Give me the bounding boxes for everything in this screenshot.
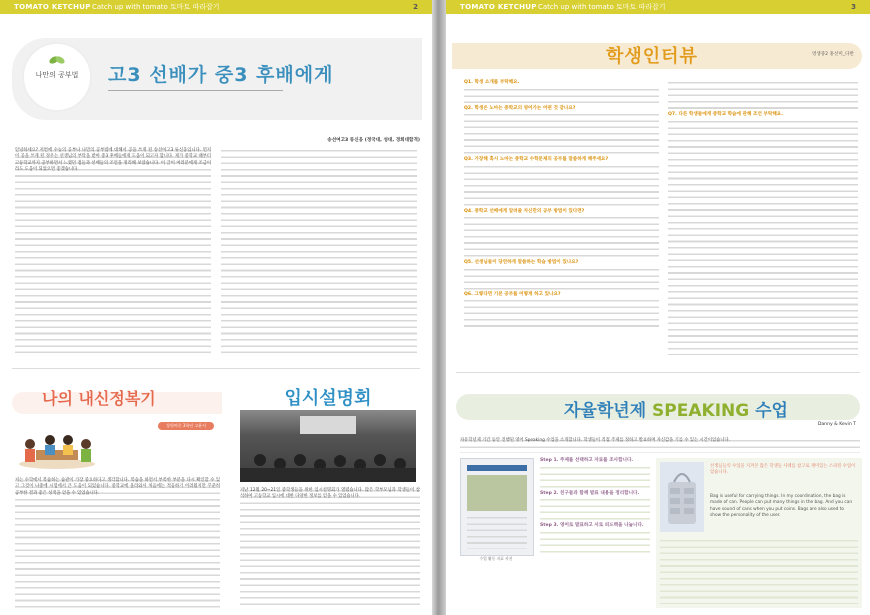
senior-article-title: 고3 선배가 중3 후배에게: [108, 64, 334, 86]
briefing-title: 입시설명회: [284, 388, 372, 409]
book-review-title: 나의 내신정복기: [42, 389, 156, 408]
tagline: Catch up with tomato 토마토 따라잡기: [92, 3, 220, 11]
interview-answer: [464, 298, 659, 330]
speaking-header: [456, 390, 860, 430]
speaking-intro: 자유학년제 기간 동안 진행된 영어 Speaking 수업을 소개합니다. 학생들이 직접 주제를 정하고 발표하며 자신감을 기를 수 있는 시간이었습니다.: [460, 438, 860, 453]
speaking-step-title: Step 2. 친구들과 함께 발표 내용을 정리합니다.: [540, 490, 640, 496]
interview-answer: [668, 80, 858, 112]
speaking-step-body: [540, 530, 650, 556]
study-badge-text: 나만의 공부법: [35, 71, 79, 79]
interview-title: 학생인터뷰: [606, 46, 698, 67]
page-number-left: 2: [413, 3, 418, 11]
slide-image: [467, 475, 527, 511]
interview-answer: [668, 119, 858, 355]
interview-question: Q2. 학생은 노마는 중학교의 영어가는 어떤 것 같나요?: [464, 105, 576, 111]
speaking-side-panel: [656, 458, 862, 608]
book-review-body: 저는 수학에서 복습하는 습관이 가장 중요하다고 생각합니다. 복습을 하면서 부족한 부분을 다시 확인할 수 있고 그것이 나중에 시험에서 큰 도움이 되었습니다. 중학교에 올라와서 처음에는 적응하기 어려웠지만 꾸준히 공부한 결과 좋은 성적을 얻을 수 있었습니다.: [15, 478, 220, 608]
speaking-side-kr: 선생님들의 수업을 지켜본 많은 학생들 사례를 참고로 재미있는 스피킹 수업이었습니다.: [710, 464, 856, 476]
senior-article-body: 안녕하세요? 저번에 수능의 공부나 나만의 공부법에 대해서 공을 쓰게 된 송선여고3 류신웅입니다. 먼저 이 공을 쓰게 된 경우는 선생님의 부탁을 받아 중3 후배들에게 도움이 되고자 합니다. 제가 중학교 때부터 고등학교까지 공부하면서 느꼈던 점들과 선배들의 조언을 정리해 보았습니다. 이 글이 여러분에게 조금이라도 도움이 되었으면 좋겠습니다.: [15, 148, 211, 358]
slide-title-strip: [467, 465, 527, 471]
interview-question: Q7. 다른 학생들에게 중학교 학습에 관해 조언 부탁해요.: [668, 112, 783, 117]
speaking-step-body: [540, 497, 650, 523]
speaking-title-end: 수업: [755, 401, 788, 421]
interview-question: Q3. 가장해 혹시 노마는 중학교 수학문제의 공부를 말씀하게 해주세요?: [464, 157, 609, 162]
book-review-byline: 상원여중 3학년 고윤서: [158, 422, 214, 430]
speaking-title-en: SPEAKING: [652, 401, 750, 421]
brand-name-right: TOMATO KETCHUP: [460, 3, 537, 11]
briefing-header: [236, 384, 420, 480]
book-review-header: [12, 384, 222, 470]
slide-text: [467, 515, 527, 549]
left-header-bar: [0, 0, 432, 14]
can-bag-photo: [660, 462, 704, 532]
speaking-side-en: Bag is useful for carrying things. In my coordination, the bag is made of can. People can put many things in the bag. And you can have sound of cans when you put coins. Bags are also used to show the personality of the user.: [710, 494, 853, 518]
senior-article-byline: 송선여고3 류신웅 (정국대, 성대, 경희대합격): [327, 138, 420, 143]
interview-answer: [464, 87, 659, 106]
interview-question: Q4. 중학교 선배에게 알려줄 자신만의 공부 방법이 있다면?: [464, 208, 585, 214]
speaking-step-title: Step 3. 영어로 발표하고 서로 피드백을 나눕니다.: [540, 523, 644, 528]
study-group-illustration: [16, 428, 98, 470]
page-number-right: 3: [851, 3, 856, 11]
right-page: [446, 0, 870, 615]
interview-question: Q1. 학생 소개를 부탁해요.: [464, 80, 520, 85]
speaking-side-en-more: [660, 538, 858, 604]
speaking-step-title: Step 1. 주제를 선택하고 자료를 조사합니다.: [540, 458, 634, 463]
left-page: [0, 0, 432, 615]
speaking-steps: [540, 458, 650, 608]
section-divider-right: [456, 372, 860, 373]
speaking-step-body: [540, 465, 650, 491]
interview-answer: [464, 267, 659, 292]
brand-name: TOMATO KETCHUP: [14, 3, 91, 11]
study-badge: [22, 42, 92, 112]
book-spine: [432, 0, 446, 615]
section-divider: [12, 368, 420, 369]
interview-answer: [464, 164, 659, 209]
right-header-bar: [446, 0, 870, 14]
speaking-author: Danny & Kevin T: [817, 422, 856, 427]
leaf-icon: [48, 52, 66, 71]
briefing-photo: [240, 410, 416, 482]
interview-byline: 영생중2 홍선미_다반: [811, 52, 854, 57]
speaking-photo: [460, 458, 534, 556]
speaking-photo-caption: 수업 활동 자료 사진: [479, 556, 513, 561]
senior-article-header: [12, 38, 422, 120]
briefing-body: 지난 12월 20~21일 중학생들을 위한 입시설명회가 열렸습니다. 많은 학부모님과 학생들이 참석하여 고등학교 입시에 대한 다양한 정보를 얻을 수 있었습니다.: [240, 488, 420, 608]
interview-col-2: [668, 80, 858, 362]
interview-question: Q5. 선생님들이 당연하게 말씀하는 학습 방법이 있나요?: [464, 260, 579, 265]
interview-question: Q6. 그렇다면 기본 공부를 어떻게 하고 있나요?: [464, 291, 561, 297]
senior-article-body-col2: [221, 148, 417, 353]
speaking-title: [564, 396, 788, 421]
interview-answer: [464, 215, 659, 260]
speaking-title-kr: 자율학년제: [564, 401, 647, 421]
title-underline: [108, 90, 283, 91]
tagline-right: Catch up with tomato 토마토 따라잡기: [538, 3, 666, 11]
interview-col-1: [464, 80, 659, 362]
interview-answer: [464, 112, 659, 157]
